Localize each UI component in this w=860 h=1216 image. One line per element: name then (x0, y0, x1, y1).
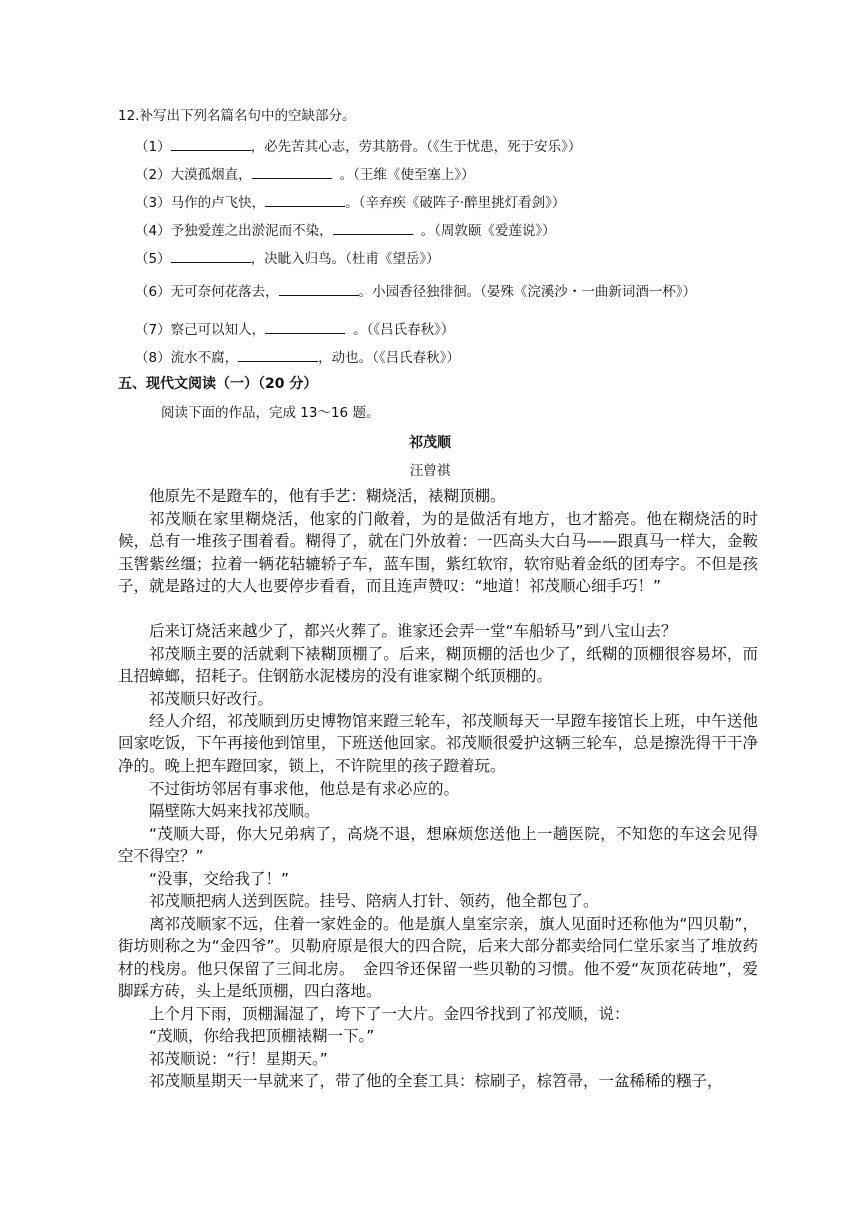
item-number: （1） (135, 139, 171, 155)
answer-blank[interactable] (265, 192, 345, 207)
item-number: （7） (135, 322, 171, 338)
fill-item-6: （6）无可奈何花落去， 。小园香径独徘徊。（晏殊《浣溪沙・一曲新词酒一杯》） (135, 281, 696, 301)
fill-item-7: （7）察己可以知人， 。（《吕氏春秋》） (135, 319, 454, 339)
item-number: （2） (135, 167, 171, 183)
article-paragraph: 隔壁陈大妈来找祁茂顺。 (149, 802, 320, 820)
item-number: （8） (135, 350, 171, 366)
article-paragraph: 祁茂顺主要的活就剩下裱糊顶棚了。后来，糊顶棚的活也少了，纸糊的顶棚很容易坏，而且招蟑螂，招耗子。住钢筋水泥楼房的没有谁家糊个纸顶棚的。 (118, 645, 758, 686)
article-paragraph: 祁茂顺只好改行。 (149, 690, 274, 708)
article-paragraph: 不过街坊邻居有事求他，他总是有求必应的。 (149, 780, 460, 798)
article-paragraph: 祁茂顺说：“行！星期天。” (149, 1050, 328, 1068)
article-paragraph: “没事，交给我了！” (149, 870, 290, 888)
article-paragraph: “茂顺，你给我把顶棚裱糊一下。” (149, 1027, 375, 1045)
article-paragraph: 祁茂顺把病人送到医院。挂号、陪病人打针、领药，他全都包了。 (149, 892, 599, 910)
fill-item-5: （5） ，决眦入归鸟。（杜甫《望岳》） (135, 248, 440, 268)
item-number: （3） (135, 195, 171, 211)
fill-item-2: （2）大漠孤烟直， 。（王维《使至塞上》） (135, 164, 475, 184)
fill-item-1: （1） ，必先苦其心志，劳其筋骨。（《生于忧患，死于安乐》） (135, 136, 581, 156)
fill-item-4: （4）予独爱莲之出淤泥而不染， 。（周敦颐《爱莲说》） (135, 220, 556, 240)
item-number: （4） (135, 223, 171, 239)
article-paragraph: 祁茂顺在家里糊烧活，他家的门敞着，为的是做活有地方，也才豁亮。他在糊烧活的时候，总有一堆孩子围着看。糊得了，就在门外放着：一匹高头大白马——跟真马一样大，金鞍玉辔紫丝缰；拉着一辆花轱辘轿子车，蓝车围，紫红软帘，软帘贴着金纸的团寿字。不但是孩子，就是路过的大人也要停步看看，而且连声赞叹：“地道！祁茂顺心细手巧！” (118, 510, 758, 596)
section-heading: 五、现代文阅读（一）（20 分） (118, 376, 318, 392)
item-number: （5） (135, 251, 171, 267)
article-paragraph: 后来订烧活来越少了，都兴火葬了。谁家还会弄一堂“车船轿马”到八宝山去？ (149, 622, 677, 640)
article-paragraph: 他原先不是蹬车的，他有手艺：糊烧活，裱糊顶棚。 (149, 487, 506, 505)
article-paragraph: 祁茂顺星期天一早就来了，带了他的全套工具：棕刷子，棕笤帚，一盆稀稀的糨子， (149, 1072, 723, 1090)
fill-item-3: （3）马作的卢飞快， 。（辛弃疾《破阵子·醉里挑灯看剑》） (135, 192, 565, 212)
answer-blank[interactable] (333, 220, 413, 235)
answer-blank[interactable] (265, 319, 345, 334)
answer-blank[interactable] (238, 347, 318, 362)
answer-blank[interactable] (171, 136, 251, 151)
article-paragraph: 经人介绍，祁茂顺到历史博物馆来蹬三轮车，祁茂顺每天一早蹬车接馆长上班，中午送他回家吃饭，下午再接他到馆里，下班送他回家。祁茂顺很爱护这辆三轮车，总是擦洗得干干净净的。晚上把车蹬回家，锁上，不许院里的孩子蹬着玩。 (118, 712, 758, 775)
question-12-heading: 12.补写出下列名篇名句中的空缺部分。 (118, 108, 356, 124)
reading-instruction: 阅读下面的作品，完成 13～16 题。 (161, 405, 380, 421)
answer-blank[interactable] (279, 281, 359, 296)
fill-item-8: （8）流水不腐， ，动也。（《吕氏春秋》） (135, 347, 460, 367)
article-author: 汪曾祺 (409, 463, 451, 479)
article-paragraph: 上个月下雨，顶棚漏湿了，垮下了一大片。金四爷找到了祁茂顺，说： (149, 1005, 630, 1023)
answer-blank[interactable] (252, 164, 332, 179)
article-title: 祁茂顺 (409, 435, 451, 451)
answer-blank[interactable] (171, 248, 251, 263)
item-number: （6） (135, 284, 171, 300)
article-paragraph: 离祁茂顺家不远，住着一家姓金的。他是旗人皇室宗亲，旗人见面时还称他为“四贝勒”，街坊则称之为“金四爷”。贝勒府原是很大的四合院，后来大部分都卖给同仁堂乐家当了堆放药材的栈房。他只保留了三间北房。 金四爷还保留一些贝勒的习惯。他不爱“灰顶花砖地”，爱脚踩方砖，头上是纸顶棚，四白落地。 (118, 915, 758, 1001)
article-paragraph: “茂顺大哥，你大兄弟病了，高烧不退，想麻烦您送他上一趟医院，不知您的车这会见得空不得空？” (118, 825, 758, 866)
